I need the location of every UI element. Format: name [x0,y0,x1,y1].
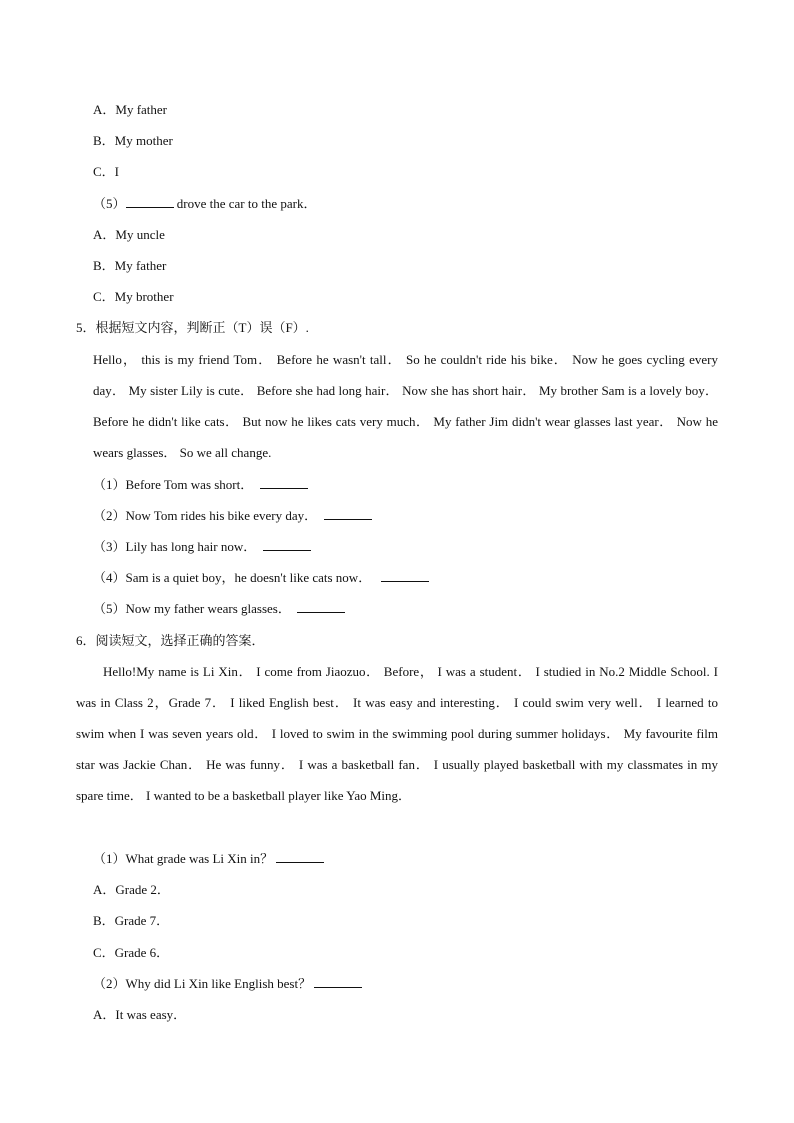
q4-item-5-option-a: A．My uncle [93,227,165,242]
answer-blank [324,507,372,520]
q6-item-2-text: （2）Why did Li Xin like English best？ [93,976,312,991]
q5-title: 5．根据短文内容，判断正（T）误（F）. [76,320,309,335]
q5-item-4-text: （4）Sam is a quiet boy，he doesn't like cats now． [93,570,372,585]
q4-item-5-option-b: B．My father [93,258,167,273]
q5-item-3 [93,538,311,556]
q6-item-1-option-a: A．Grade 2． [93,882,170,897]
q5-item-2-text: （2）Now Tom rides his bike every day． [93,508,318,523]
option-c-i: C．I [93,164,120,179]
q6-item-2-option-a: A．It was easy． [93,1007,187,1022]
answer-blank [260,476,308,489]
answer-blank [276,850,324,863]
q6-item-2 [93,975,362,993]
q6-item-1 [93,850,324,868]
q6-item-1-option-c: C．Grade 6． [93,945,170,960]
q6-passage: Hello!My name is Li Xin． I come from Jiaozuo． Before， I was a student． I studied in No.2 Middle School. I was in Class 2，Grade 7． I liked English best． It was easy and interesting． I could swim very well． I learned to swim when I was seven years old． I loved to swim in the swimming pool during summer holidays． My favourite film star was Jackie Chan． He was funny． I was a basketball fan． I usually played basketball with my classmates in my spare time． I wanted to be a basketball player like Yao Ming． [76,664,718,803]
q5-item-1-text: （1）Before Tom was short． [93,477,254,492]
q5-item-2 [93,507,372,525]
answer-blank [297,600,345,613]
option-a-my-father: A．My father [93,102,168,117]
q4-item-5 [93,195,316,213]
q4-item-5-text: drove the car to the park． [173,196,317,211]
q4-item-5-prefix: （5） [93,196,126,211]
q6-item-1-text: （1）What grade was Li Xin in？ [93,851,274,866]
option-b-my-mother: B．My mother [93,133,173,148]
q4-item-5-option-c: C．My brother [93,289,174,304]
answer-blank [314,975,362,988]
q5-item-1 [93,476,308,494]
q5-item-5-text: （5）Now my father wears glasses． [93,601,291,616]
answer-blank [126,195,174,208]
answer-blank [263,538,311,551]
q6-item-1-option-b: B．Grade 7． [93,913,170,928]
q5-passage: Hello， this is my friend Tom． Before he wasn't tall． So he couldn't ride his bike． Now he goes cycling every day． My sister Lily is cute． Before she had long hair． Now she has short hair． My brother Sam is a lovely boy． Before he didn't like cats． But now he likes cats very much． My father Jim didn't wear glasses last year． Now he wears glasses． So we all change. [93,352,718,460]
q5-item-4 [93,569,429,587]
answer-blank [381,569,429,582]
q5-item-3-text: （3）Lily has long hair now． [93,539,257,554]
q5-item-5 [93,600,345,618]
q6-title: 6．阅读短文，选择正确的答案． [76,633,265,648]
